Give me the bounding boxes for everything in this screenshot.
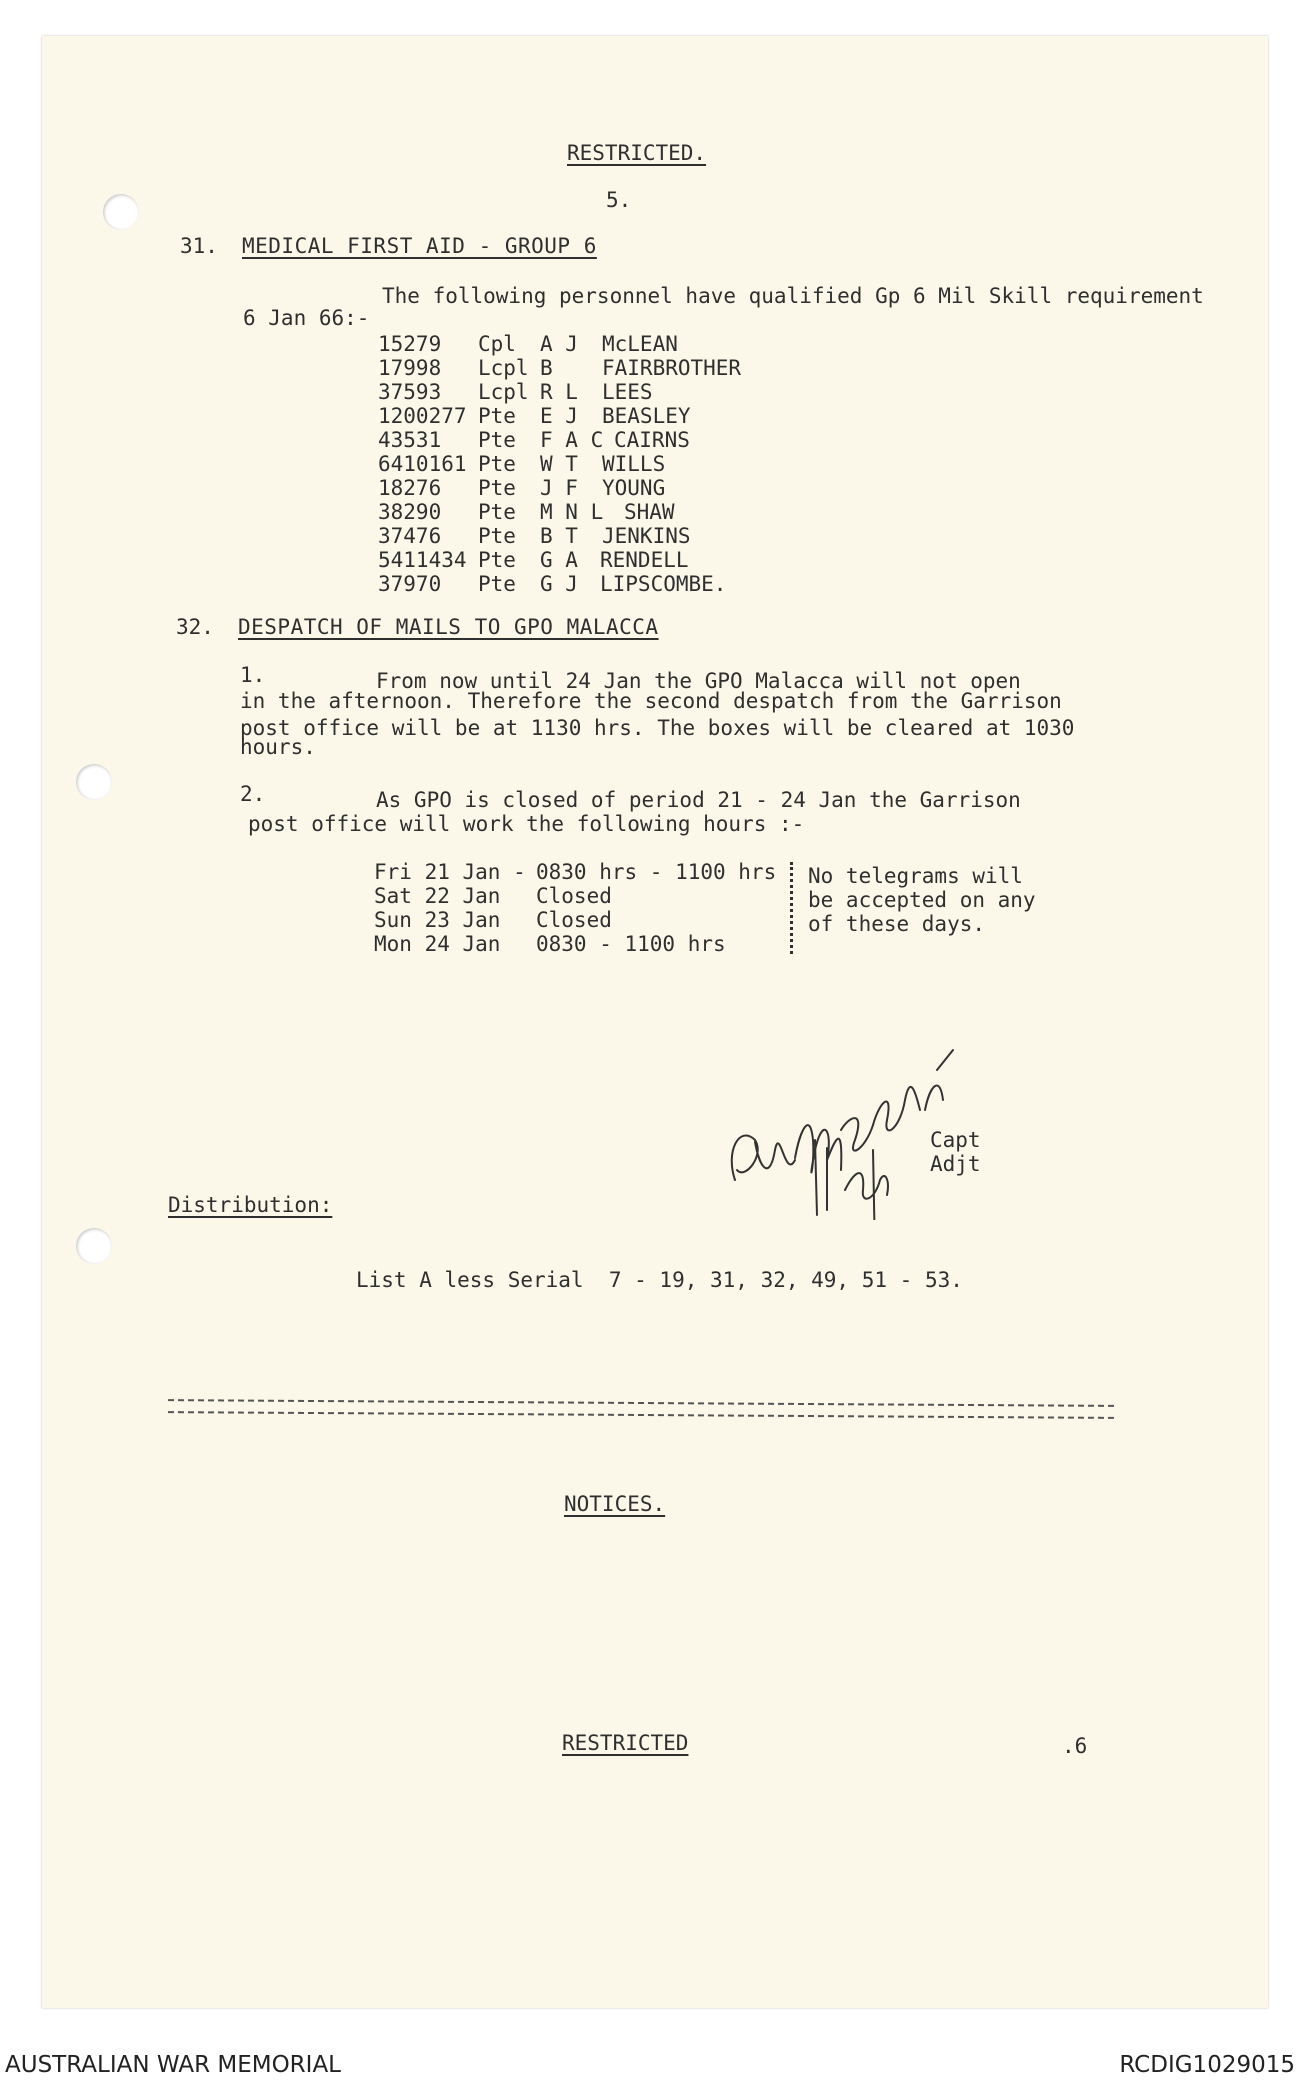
section-31-number: 31. (180, 234, 218, 258)
signatory-rank: Capt (930, 1128, 981, 1152)
section-31-title: MEDICAL FIRST AID - GROUP 6 (242, 234, 597, 258)
classification-footer: RESTRICTED (562, 1731, 689, 1755)
distribution-label: Distribution: (168, 1193, 333, 1217)
paragraph-line: in the afternoon. Therefore the second despatch from the Garrison (240, 689, 1062, 713)
distribution-list: List A less Serial 7 - 19, 31, 32, 49, 51 - 53. (356, 1268, 963, 1292)
note-line: No telegrams will (808, 864, 1023, 888)
paragraph-number: 1. (240, 663, 266, 687)
hours-table: Fri 21 Jan - 0830 hrs - 1100 hrs Sat 22 Jan Closed Sun 23 Jan Closed Mon 24 Jan 0830 - 1100 hrs (374, 860, 777, 956)
section-31-date: 6 Jan 66:- (243, 306, 370, 330)
signatory-role: Adjt (930, 1152, 981, 1176)
page-number: 5. (606, 188, 632, 212)
section-31-intro: The following personnel have qualified Gp 6 Mil Skill requirement (382, 284, 1204, 308)
notices-title: NOTICES. (564, 1492, 666, 1516)
paragraph-line: post office will work the following hours :- (248, 812, 805, 836)
handwritten-signature (715, 1030, 1015, 1220)
note-line: be accepted on any (808, 888, 1036, 912)
paragraph-line: As GPO is closed of period 21 - 24 Jan the Garrison (376, 788, 1021, 812)
archive-source: AUSTRALIAN WAR MEMORIAL (5, 2052, 341, 2078)
punch-hole (76, 1228, 112, 1264)
paragraph-line: hours. (240, 735, 316, 759)
next-page-number: .6 (1062, 1734, 1088, 1758)
paragraph-number: 2. (240, 782, 266, 806)
punch-hole (103, 194, 139, 230)
punch-hole (76, 764, 112, 800)
section-32-title: DESPATCH OF MAILS TO GPO MALACCA (238, 615, 659, 639)
archive-id: RCDIG1029015 (1119, 2052, 1295, 2078)
note-line: of these days. (808, 912, 986, 936)
paragraph-line: post office will be at 1130 hrs. The boxes will be cleared at 1030 (240, 716, 1075, 740)
paragraph-line: From now until 24 Jan the GPO Malacca will not open (376, 669, 1021, 693)
classification-header: RESTRICTED. (567, 141, 707, 165)
personnel-list: 15279 Cpl A J McLEAN 17998 Lcpl B FAIRBROTHER 37593 Lcpl R L LEES 1200277 Pte E J BEASLEY 43531 Pte F A C CAIRNS 6410161 Pte W T WILLS 18276 Pte J F YOUNG 38290 Pte M N L SHAW 37476 Pte B T JENKINS 5411434 Pte G A RENDELL 37970 Pte G J LIPSCOMBE. (378, 332, 742, 596)
brace-divider (790, 862, 799, 954)
section-32-number: 32. (176, 615, 214, 639)
